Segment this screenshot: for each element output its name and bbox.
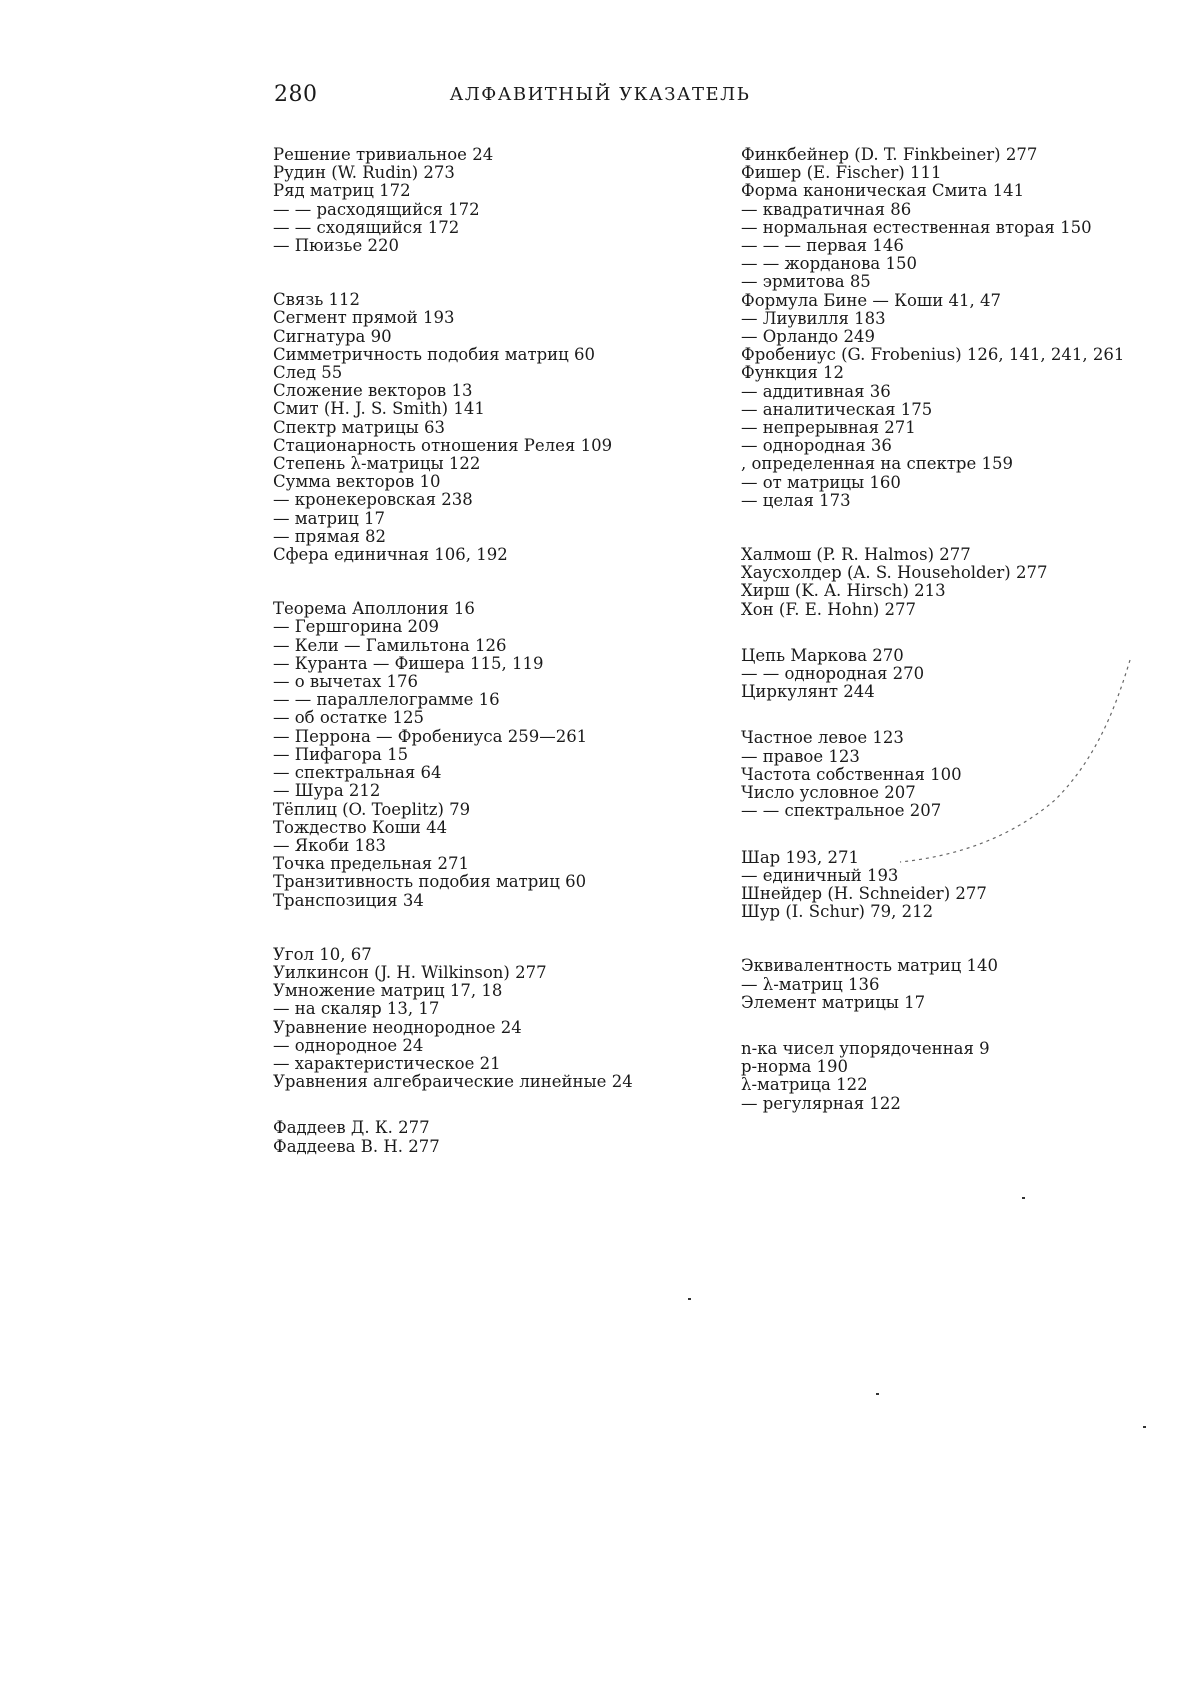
index-entry: — — параллелограмме 16 <box>273 690 500 710</box>
index-entry: Частота собственная 100 <box>741 764 962 784</box>
index-entry: Ряд матриц 172 <box>273 181 411 201</box>
index-group <box>741 1040 1124 1113</box>
index-entry: Уилкинсон (J. H. Wilkinson) 277 <box>273 962 547 982</box>
index-entry: — на скаляр 13, 17 <box>273 999 440 1019</box>
index-entry: — аддитивная 36 <box>741 381 891 401</box>
index-entry: Сумма векторов 10 <box>273 472 441 492</box>
index-entry: Хаусхолдер (A. S. Householder) 277 <box>741 563 1048 583</box>
index-entry: Шур (I. Schur) 79, 212 <box>741 902 934 922</box>
index-entry: Фишер (E. Fischer) 111 <box>741 163 942 183</box>
index-entry: Эквивалентность матриц 140 <box>741 956 998 976</box>
index-entry: Число условное 207 <box>741 783 916 803</box>
index-entry: Уравнение неоднородное 24 <box>273 1017 522 1037</box>
index-entry: — Кели — Гамильтона 126 <box>273 635 507 655</box>
index-entry: — о вычетах 176 <box>273 672 419 692</box>
index-entry: — спектральная 64 <box>273 763 442 783</box>
speck <box>688 1298 691 1300</box>
index-entry: — эрмитова 85 <box>741 272 871 292</box>
index-entry: Тёплиц (O. Toeplitz) 79 <box>273 799 471 819</box>
index-entry: Циркулянт 244 <box>741 682 875 702</box>
index-entry: — Лиувилля 183 <box>741 308 886 328</box>
index-entry: Фаддеева В. Н. 277 <box>273 1136 440 1156</box>
index-entry: — Якоби 183 <box>273 835 386 855</box>
index-entry: — Пифагора 15 <box>273 744 409 764</box>
index-entry: — регулярная 122 <box>741 1093 901 1113</box>
index-column-right <box>741 146 1124 1149</box>
index-entry: Транзитивность подобия матриц 60 <box>273 872 587 892</box>
index-entry: — — сходящийся 172 <box>273 217 460 237</box>
index-entry: Уравнения алгебраические линейные 24 <box>273 1072 633 1092</box>
index-entry: p-норма 190 <box>741 1057 849 1077</box>
index-group <box>273 146 633 255</box>
index-entry: λ-матрица 122 <box>741 1075 868 1095</box>
index-entry: — Пюизье 220 <box>273 236 399 256</box>
index-entry: — — спектральное 207 <box>741 801 942 821</box>
speck <box>1022 1197 1025 1199</box>
index-entry: Связь 112 <box>273 290 361 310</box>
index-entry: n-ка чисел упорядоченная 9 <box>741 1038 990 1058</box>
index-entry: — матриц 17 <box>273 508 385 528</box>
index-entry: Финкбейнер (D. T. Finkbeiner) 277 <box>741 145 1038 164</box>
index-entry: Точка предельная 271 <box>273 854 469 874</box>
index-entry: — характеристическое 21 <box>273 1053 501 1073</box>
index-entry: — об остатке 125 <box>273 708 424 728</box>
index-group <box>741 957 1124 1012</box>
index-entry: Тождество Коши 44 <box>273 817 448 837</box>
speck <box>1143 1426 1146 1428</box>
index-entry: Форма каноническая Смита 141 <box>741 181 1025 201</box>
index-entry: — Гершгорина 209 <box>273 617 440 637</box>
index-entry: — прямая 82 <box>273 526 387 546</box>
index-entry: — целая 173 <box>741 490 851 510</box>
index-entry: Транспозиция 34 <box>273 890 424 910</box>
running-head: АЛФАВИТНЫЙ УКАЗАТЕЛЬ <box>449 84 751 105</box>
index-entry: — однородная 36 <box>741 436 892 456</box>
index-entry: Шнейдер (H. Schneider) 277 <box>741 883 987 903</box>
index-entry: — квадратичная 86 <box>741 199 912 219</box>
index-entry: Сфера единичная 106, 192 <box>273 545 508 565</box>
index-entry: Шар 193, 271 <box>741 847 859 867</box>
index-entry: — — жорданова 150 <box>741 254 917 274</box>
index-column-left <box>273 146 633 1192</box>
index-entry: Сегмент прямой 193 <box>273 308 455 328</box>
index-entry: Умножение матриц 17, 18 <box>273 981 503 1001</box>
pencil-mark <box>880 650 1140 870</box>
index-entry: Теорема Аполлония 16 <box>273 599 475 619</box>
index-entry: — единичный 193 <box>741 865 899 885</box>
index-entry: Угол 10, 67 <box>273 944 372 964</box>
index-group <box>741 146 1124 510</box>
index-entry: Формула Бине — Коши 41, 47 <box>741 290 1001 310</box>
index-entry: — Перрона — Фробениуса 259—261 <box>273 726 588 746</box>
index-entry: Сигнатура 90 <box>273 326 392 346</box>
index-entry: — — — первая 146 <box>741 236 904 256</box>
index-entry: — правое 123 <box>741 746 860 766</box>
index-entry: Фаддеев Д. К. 277 <box>273 1118 430 1138</box>
speck <box>876 1393 879 1395</box>
index-group <box>741 546 1124 619</box>
page-number: 280 <box>274 82 318 107</box>
index-entry: Фробениус (G. Frobenius) 126, 141, 241, 261 <box>741 345 1125 365</box>
index-entry: — кронекеровская 238 <box>273 490 473 510</box>
index-entry: Частное левое 123 <box>741 728 904 748</box>
index-entry: Рудин (W. Rudin) 273 <box>273 163 455 183</box>
index-entry: Решение тривиальное 24 <box>273 145 494 164</box>
index-group <box>273 291 633 564</box>
index-group <box>273 946 633 1092</box>
index-entry: Симметричность подобия матриц 60 <box>273 344 595 364</box>
index-entry: Халмош (P. R. Halmos) 277 <box>741 545 971 565</box>
index-entry: Стационарность отношения Релея 109 <box>273 435 613 455</box>
index-entry: Элемент матрицы 17 <box>741 992 926 1012</box>
index-entry: Спектр матрицы 63 <box>273 417 445 437</box>
index-entry: След 55 <box>273 363 343 383</box>
index-group <box>273 1119 633 1155</box>
index-entry: Функция 12 <box>741 363 844 383</box>
index-entry: Сложение векторов 13 <box>273 381 473 401</box>
index-entry: — однородное 24 <box>273 1035 424 1055</box>
index-entry: — λ-матриц 136 <box>741 974 880 994</box>
index-entry: , определенная на спектре 159 <box>741 454 1013 474</box>
index-entry: — Куранта — Фишера 115, 119 <box>273 653 544 673</box>
index-entry: — от матрицы 160 <box>741 472 901 492</box>
index-entry: Хирш (K. A. Hirsch) 213 <box>741 581 946 601</box>
index-entry: Хон (F. E. Hohn) 277 <box>741 599 917 619</box>
index-entry: — — расходящийся 172 <box>273 199 480 219</box>
index-group <box>273 600 633 909</box>
index-entry: Степень λ-матрицы 122 <box>273 454 481 474</box>
index-entry: Смит (H. J. S. Smith) 141 <box>273 399 485 419</box>
index-entry: — аналитическая 175 <box>741 399 933 419</box>
index-entry: — — однородная 270 <box>741 664 925 684</box>
index-entry: Цепь Маркова 270 <box>741 645 904 665</box>
index-entry: — Шура 212 <box>273 781 381 801</box>
index-entry: — непрерывная 271 <box>741 418 916 438</box>
index-entry: — нормальная естественная вторая 150 <box>741 217 1092 237</box>
index-entry: — Орландо 249 <box>741 327 875 347</box>
